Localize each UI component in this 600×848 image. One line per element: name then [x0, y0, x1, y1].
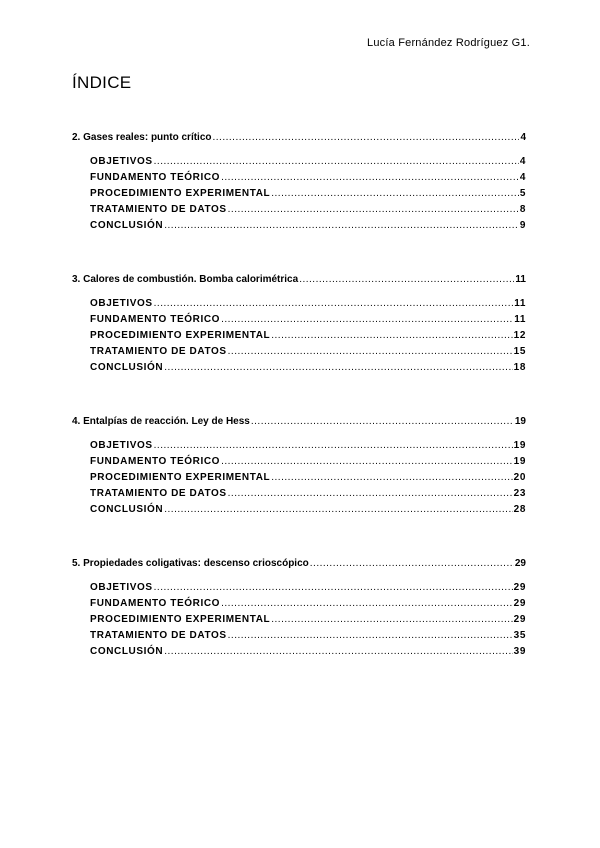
toc-leader-dots: [271, 470, 512, 486]
toc-leader-dots: [228, 628, 513, 644]
toc-page-number: 28: [513, 504, 526, 515]
toc-page-number: 11: [515, 274, 526, 285]
toc-subsection-title: CONCLUSIÓN: [90, 362, 164, 373]
toc-subsection-title: PROCEDIMIENTO EXPERIMENTAL: [90, 472, 271, 483]
toc-page-number: 19: [514, 416, 526, 427]
toc-subsection-entry[interactable]: [72, 170, 526, 186]
toc-page-number: 29: [513, 582, 526, 593]
toc-leader-dots: [154, 296, 514, 312]
toc-subsection-title: PROCEDIMIENTO EXPERIMENTAL: [90, 614, 271, 625]
toc-subsection-title: OBJETIVOS: [90, 298, 153, 309]
toc-subsection-entry[interactable]: [72, 502, 526, 518]
toc-page-number: 19: [513, 440, 526, 451]
toc-subsection-list: [72, 154, 526, 234]
toc-page-number: 4: [520, 132, 526, 143]
toc-subsection-entry[interactable]: [72, 344, 526, 360]
toc-subsection-entry[interactable]: [72, 328, 526, 344]
toc-subsection-title: OBJETIVOS: [90, 440, 153, 451]
toc-subsection-entry[interactable]: [72, 202, 526, 218]
toc-subsection-title: PROCEDIMIENTO EXPERIMENTAL: [90, 330, 271, 341]
toc-section: [72, 556, 526, 660]
toc-subsection-list: [72, 580, 526, 660]
toc-subsection-entry[interactable]: [72, 438, 526, 454]
toc-page-number: 4: [519, 156, 526, 167]
toc-subsection-title: FUNDAMENTO TEÓRICO: [90, 172, 221, 183]
toc-leader-dots: [164, 360, 512, 376]
toc-leader-dots: [221, 170, 519, 186]
toc-page-number: 8: [519, 204, 526, 215]
toc-subsection-title: PROCEDIMIENTO EXPERIMENTAL: [90, 188, 271, 199]
toc-subsection-title: FUNDAMENTO TEÓRICO: [90, 314, 221, 325]
toc-subsection-title: TRATAMIENTO DE DATOS: [90, 204, 227, 215]
toc-page-number: 9: [519, 220, 526, 231]
toc-page-number: 18: [513, 362, 526, 373]
toc-subsection-entry[interactable]: [72, 628, 526, 644]
toc-page-number: 11: [514, 314, 526, 325]
toc-subsection-entry[interactable]: [72, 612, 526, 628]
toc-page-number: 35: [513, 630, 526, 641]
toc-subsection-title: CONCLUSIÓN: [90, 504, 164, 515]
toc-subsection-entry[interactable]: [72, 312, 526, 328]
toc-section-title: 5. Propiedades coligativas: descenso crioscópico: [72, 558, 309, 569]
toc-page-number: 19: [513, 456, 526, 467]
toc-leader-dots: [299, 272, 514, 288]
toc-subsection-entry[interactable]: [72, 580, 526, 596]
toc-section: [72, 130, 526, 234]
toc-subsection-title: CONCLUSIÓN: [90, 646, 164, 657]
toc-leader-dots: [154, 438, 513, 454]
toc-section-entry[interactable]: [72, 272, 526, 288]
toc-page-number: 11: [514, 298, 526, 309]
toc-subsection-title: OBJETIVOS: [90, 582, 153, 593]
toc-section-entry[interactable]: [72, 414, 526, 430]
toc-leader-dots: [213, 130, 520, 146]
toc-leader-dots: [154, 580, 513, 596]
toc-leader-dots: [251, 414, 514, 430]
toc-subsection-entry[interactable]: [72, 218, 526, 234]
toc-leader-dots: [221, 312, 513, 328]
toc-section: [72, 272, 526, 376]
toc-subsection-title: OBJETIVOS: [90, 156, 153, 167]
toc-subsection-entry[interactable]: [72, 360, 526, 376]
toc-subsection-list: [72, 296, 526, 376]
toc-page-number: 4: [519, 172, 526, 183]
toc-section-entry[interactable]: [72, 556, 526, 572]
toc-leader-dots: [271, 186, 519, 202]
toc-subsection-title: TRATAMIENTO DE DATOS: [90, 630, 227, 641]
author-name: Lucía Fernández Rodríguez G1.: [367, 37, 530, 49]
toc-section-title: 2. Gases reales: punto crítico: [72, 132, 212, 143]
toc-subsection-entry[interactable]: [72, 296, 526, 312]
toc-leader-dots: [271, 612, 512, 628]
toc-leader-dots: [164, 502, 512, 518]
toc-subsection-title: FUNDAMENTO TEÓRICO: [90, 456, 221, 467]
toc-subsection-entry[interactable]: [72, 454, 526, 470]
toc-leader-dots: [221, 596, 513, 612]
toc-page-number: 29: [514, 558, 526, 569]
toc-page-number: 5: [519, 188, 526, 199]
page-title: ÍNDICE: [72, 73, 132, 92]
toc-leader-dots: [228, 486, 513, 502]
toc-page-number: 23: [513, 488, 526, 499]
toc-section-entry[interactable]: [72, 130, 526, 146]
toc-section: [72, 414, 526, 518]
toc-subsection-title: FUNDAMENTO TEÓRICO: [90, 598, 221, 609]
toc-leader-dots: [271, 328, 512, 344]
toc-page-number: 29: [513, 614, 526, 625]
toc-subsection-entry[interactable]: [72, 596, 526, 612]
toc-subsection-title: CONCLUSIÓN: [90, 220, 164, 231]
toc-page-number: 15: [513, 346, 526, 357]
toc-page-number: 20: [513, 472, 526, 483]
toc-page-number: 39: [513, 646, 526, 657]
toc-section-title: 4. Entalpías de reacción. Ley de Hess: [72, 416, 250, 427]
toc-leader-dots: [164, 644, 512, 660]
toc-leader-dots: [310, 556, 514, 572]
toc-leader-dots: [164, 218, 519, 234]
toc-page-number: 29: [513, 598, 526, 609]
toc-leader-dots: [228, 202, 519, 218]
toc-subsection-title: TRATAMIENTO DE DATOS: [90, 488, 227, 499]
toc-leader-dots: [228, 344, 513, 360]
toc-subsection-entry[interactable]: [72, 186, 526, 202]
toc-page-number: 12: [513, 330, 526, 341]
toc-subsection-entry[interactable]: [72, 486, 526, 502]
toc-subsection-title: TRATAMIENTO DE DATOS: [90, 346, 227, 357]
toc-section-title: 3. Calores de combustión. Bomba calorimétrica: [72, 274, 299, 285]
toc-subsection-list: [72, 438, 526, 518]
toc-subsection-entry[interactable]: [72, 470, 526, 486]
toc-leader-dots: [154, 154, 519, 170]
toc-subsection-entry[interactable]: [72, 154, 526, 170]
toc-leader-dots: [221, 454, 513, 470]
toc-subsection-entry[interactable]: [72, 644, 526, 660]
